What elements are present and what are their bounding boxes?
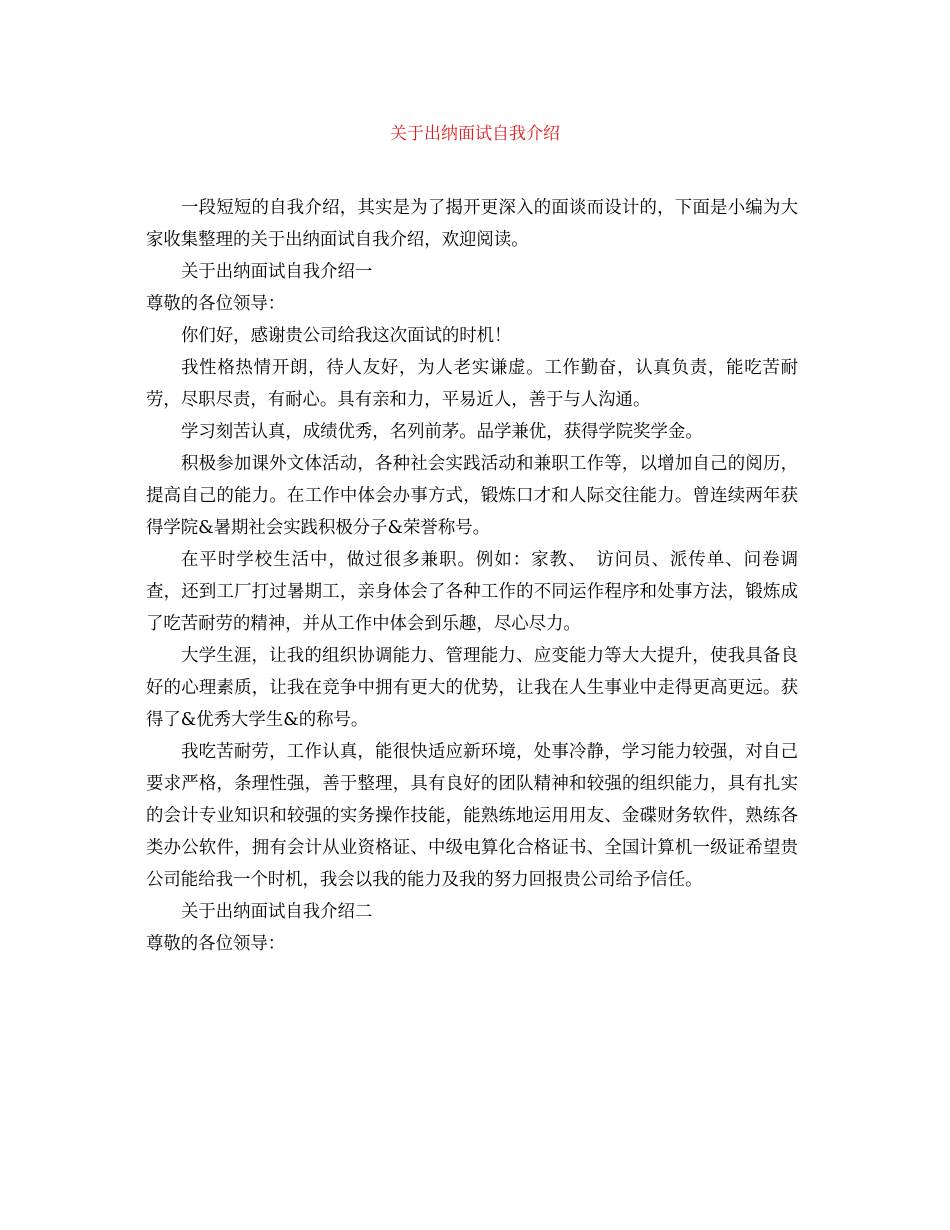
body-paragraph: 我吃苦耐劳，工作认真，能很快适应新环境，处事冷静，学习能力较强，对自己要求严格，条理性强，善于整理，具有良好的团队精神和较强的组织能力，具有扎实的会计专业知识和较强的实务操作技能，能熟练地运用用友、金碟财务软件，熟练各类办公软件，拥有会计从业资格证、中级电算化合格证书、全国计算机一级证希望贵公司能给我一个时机，我会以我的能力及我的努力回报贵公司给予信任。 [146, 742, 798, 890]
salutation: 尊敬的各位领导： [146, 294, 286, 314]
intro-paragraph: 一段短短的自我介绍，其实是为了揭开更深入的面谈而设计的，下面是小编为大家收集整理的关于出纳面试自我介绍，欢迎阅读。 [146, 198, 798, 250]
body-paragraph: 我性格热情开朗，待人友好，为人老实谦虚。工作勤奋，认真负责，能吃苦耐劳，尽职尽责，有耐心。具有亲和力，平易近人，善于与人沟通。 [146, 358, 798, 410]
section-heading-two: 关于出纳面试自我介绍二 [181, 902, 373, 922]
body-paragraph: 学习刻苦认真，成绩优秀，名列前茅。品学兼优，获得学院奖学金。 [181, 422, 703, 442]
section-heading-one: 关于出纳面试自我介绍一 [181, 262, 373, 282]
body-paragraph: 在平时学校生活中，做过很多兼职。例如：家教、 访问员、派传单、问卷调查，还到工厂打过暑期工，亲身体会了各种工作的不同运作程序和处事方法，锻炼成了吃苦耐劳的精神，并从工作中体会到乐趣，尽心尽力。 [146, 550, 798, 634]
body-paragraph: 大学生涯，让我的组织协调能力、管理能力、应变能力等大大提升，使我具备良好的心理素质，让我在竞争中拥有更大的优势，让我在人生事业中走得更高更远。获得了&优秀大学生&的称号。 [146, 646, 798, 730]
document-body [146, 192, 798, 960]
body-paragraph: 积极参加课外文体活动，各种社会实践活动和兼职工作等，以增加自己的阅历，提高自己的能力。在工作中体会办事方式，锻炼口才和人际交往能力。曾连续两年获得学院&暑期社会实践积极分子&荣誉称号。 [146, 454, 798, 538]
body-paragraph: 你们好，感谢贵公司给我这次面试的时机！ [181, 326, 512, 346]
salutation: 尊敬的各位领导： [146, 934, 286, 954]
document-title: 关于出纳面试自我介绍 [390, 124, 560, 144]
